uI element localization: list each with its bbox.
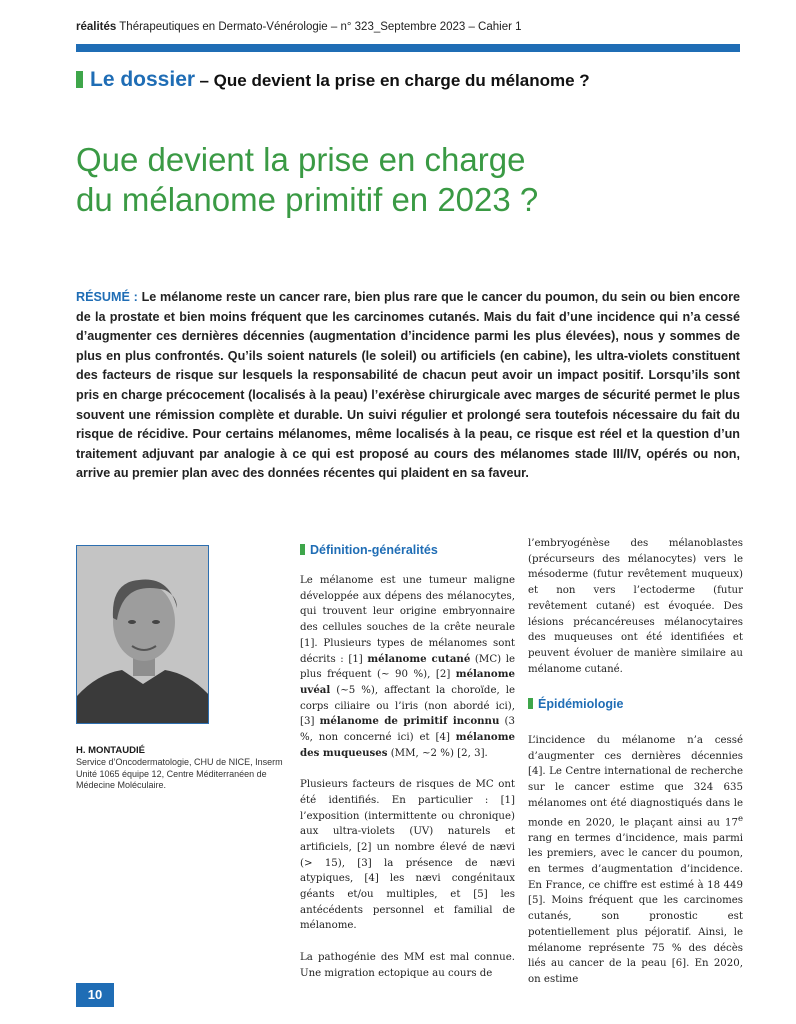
paragraph-definition-1 — [300, 573, 515, 761]
journal-issue: Thérapeutiques en Dermato-Vénérologie – n° 323_Septembre 2023 – Cahier 1 — [119, 21, 522, 33]
abstract-text: Le mélanome reste un cancer rare, bien plus rare que le cancer du poumon, du sein ou bien encore de la prostate et bien moins fréquent que les carcinomes cutanés. Mais du fait d’une incidence qui n’a cessé d’augmenter ces dernières décennies (augmentation d’incidence parmi les plus élevées), nous y sommes de plus en plus confrontés. Qu’ils soient naturels (le soleil) ou artificiels (en cabine), les ultra-violets constituent des facteurs de risque sur lesquels la responsabilité de chacun peut avoir un impact positif. Lorsqu’ils sont pris en charge précocement (localisés à la peau) l’exérèse chirurgicale avec marges de sécurité permet le plus souvent une rémission complète et durable. Un suivi régulier et prolongé sera toutefois nécessaire du fait du risque de récidive. Pour certains mélanomes, même localisés à la peau, ce risque est réel et la question d’un traitement adjuvant par analogie à ce qui est proposé au cours des mélanomes stade III/IV, opérés ou non, arrive au premier plan avec des données récentes qui plaident en sa faveur. — [76, 290, 740, 481]
header-rule — [76, 44, 740, 52]
section-marker — [528, 698, 533, 709]
dossier-heading — [76, 68, 590, 92]
term-uveal: mélanome uvéal — [300, 668, 515, 696]
section-title-epidemiologie: Épidémiologie — [538, 697, 624, 711]
term-inconnu: mélanome de primitif inconnu — [319, 715, 500, 728]
author-photo — [76, 545, 209, 724]
author-name: H. MONTAUDIÉ — [76, 745, 145, 756]
text-run: (MM, ~2 %) [2, 3]. — [387, 747, 488, 759]
dossier-subtitle: – Que devient la prise en charge du mélanome ? — [199, 71, 590, 90]
section-heading-epidemiologie — [528, 697, 623, 711]
author-affiliation: Service d’Oncodermatologie, CHU de NICE, Inserm Unité 1065 équipe 12, Centre Méditerranéen de Médecine Moléculaire. — [76, 757, 283, 790]
text-run: (MC) le plus fréquent (~ 90 %), [2] — [300, 653, 515, 681]
text-run: rang en termes d’incidence, mais parmi les premiers, avec le cancer du poumon, en termes d’augmentation d’incidence. En France, ce chiffre est estimé à 18 449 [5]. Moins fréquent que les carcinomes cutanés, son pronostic est potentiellement plus péjoratif. Ainsi, le mélanome représente 75 % des décès liés au cancer de la peau [6]. En 2020, on estime — [528, 832, 743, 985]
column-2-top — [528, 536, 743, 693]
term-cutane: mélanome cutané — [367, 652, 471, 665]
paragraph-definition-4: l’embryogénèse des mélanoblastes (précurseurs des mélanocytes) vers le mésoderme (futur revêtement muqueux) et non vers l’ectoderme (futur revêtement cutané) est évoquée. Des lésions précancéreuses mélanocytaires des muqueuses ont été identifiées et peuvent évoluer de manière similaire au mélanome cutané. — [528, 538, 743, 675]
title-line-2: du mélanome primitif en 2023 ? — [76, 181, 539, 218]
author-portrait — [77, 546, 209, 724]
dossier-marker — [76, 71, 83, 88]
text-run: (~5 %), affectant la choroïde, le corps ciliaire ou l’iris (non abordé ici), [3] — [300, 684, 515, 728]
journal-brand: réalités — [76, 21, 117, 33]
column-1 — [300, 573, 515, 997]
article-title — [76, 140, 740, 220]
term-muqueuses: mélanome des muqueuses — [300, 731, 515, 759]
abstract-label: RÉSUMÉ : — [76, 290, 138, 304]
paragraph-epidemiologie-1 — [528, 733, 743, 988]
text-run: L’incidence du mélanome n’a cessé d’augmenter ces dernières décennies [4]. Le Centre international de recherche sur le cancer estime que 324 635 mélanomes ont été diagnostiqués dans le monde en 2020, le plaçant ainsi au 17 — [528, 735, 743, 828]
dossier-label: Le dossier — [90, 68, 196, 91]
section-title-definition: Définition-généralités — [310, 543, 438, 557]
abstract — [76, 288, 740, 484]
paragraph-definition-2: Plusieurs facteurs de risques de MC ont été identifiés. En particulier : [1] l’exposition (intermittente ou chronique) aux ultra-violets (UV) naturels et artificiels, [2] un nombre élevé de nævi (> 15), [3] la présence de nævi atypiques, [4] les nævi congénitaux géants et/ou multiples, et [5] les antécédents personnel et familial de mélanome. — [300, 779, 515, 932]
page-number: 10 — [76, 983, 114, 1007]
section-heading-definition — [300, 543, 438, 557]
paragraph-definition-3: La pathogénie des MM est mal connue. Une migration ectopique au cours de — [300, 951, 515, 979]
section-marker — [300, 544, 305, 555]
column-2-bottom — [528, 733, 743, 1003]
running-head — [76, 21, 522, 33]
text-run: (3 %, non concerné ici) et [4] — [300, 716, 516, 744]
superscript: e — [737, 813, 743, 824]
title-line-1: Que devient la prise en charge — [76, 141, 526, 178]
text-run: Le mélanome est une tumeur maligne développée aux dépens des mélanocytes, qui trouvent leur origine embryonnaire des cellules souches de la crête neurale [1]. Plusieurs types de mélanomes sont décrits : [1] — [300, 575, 515, 665]
